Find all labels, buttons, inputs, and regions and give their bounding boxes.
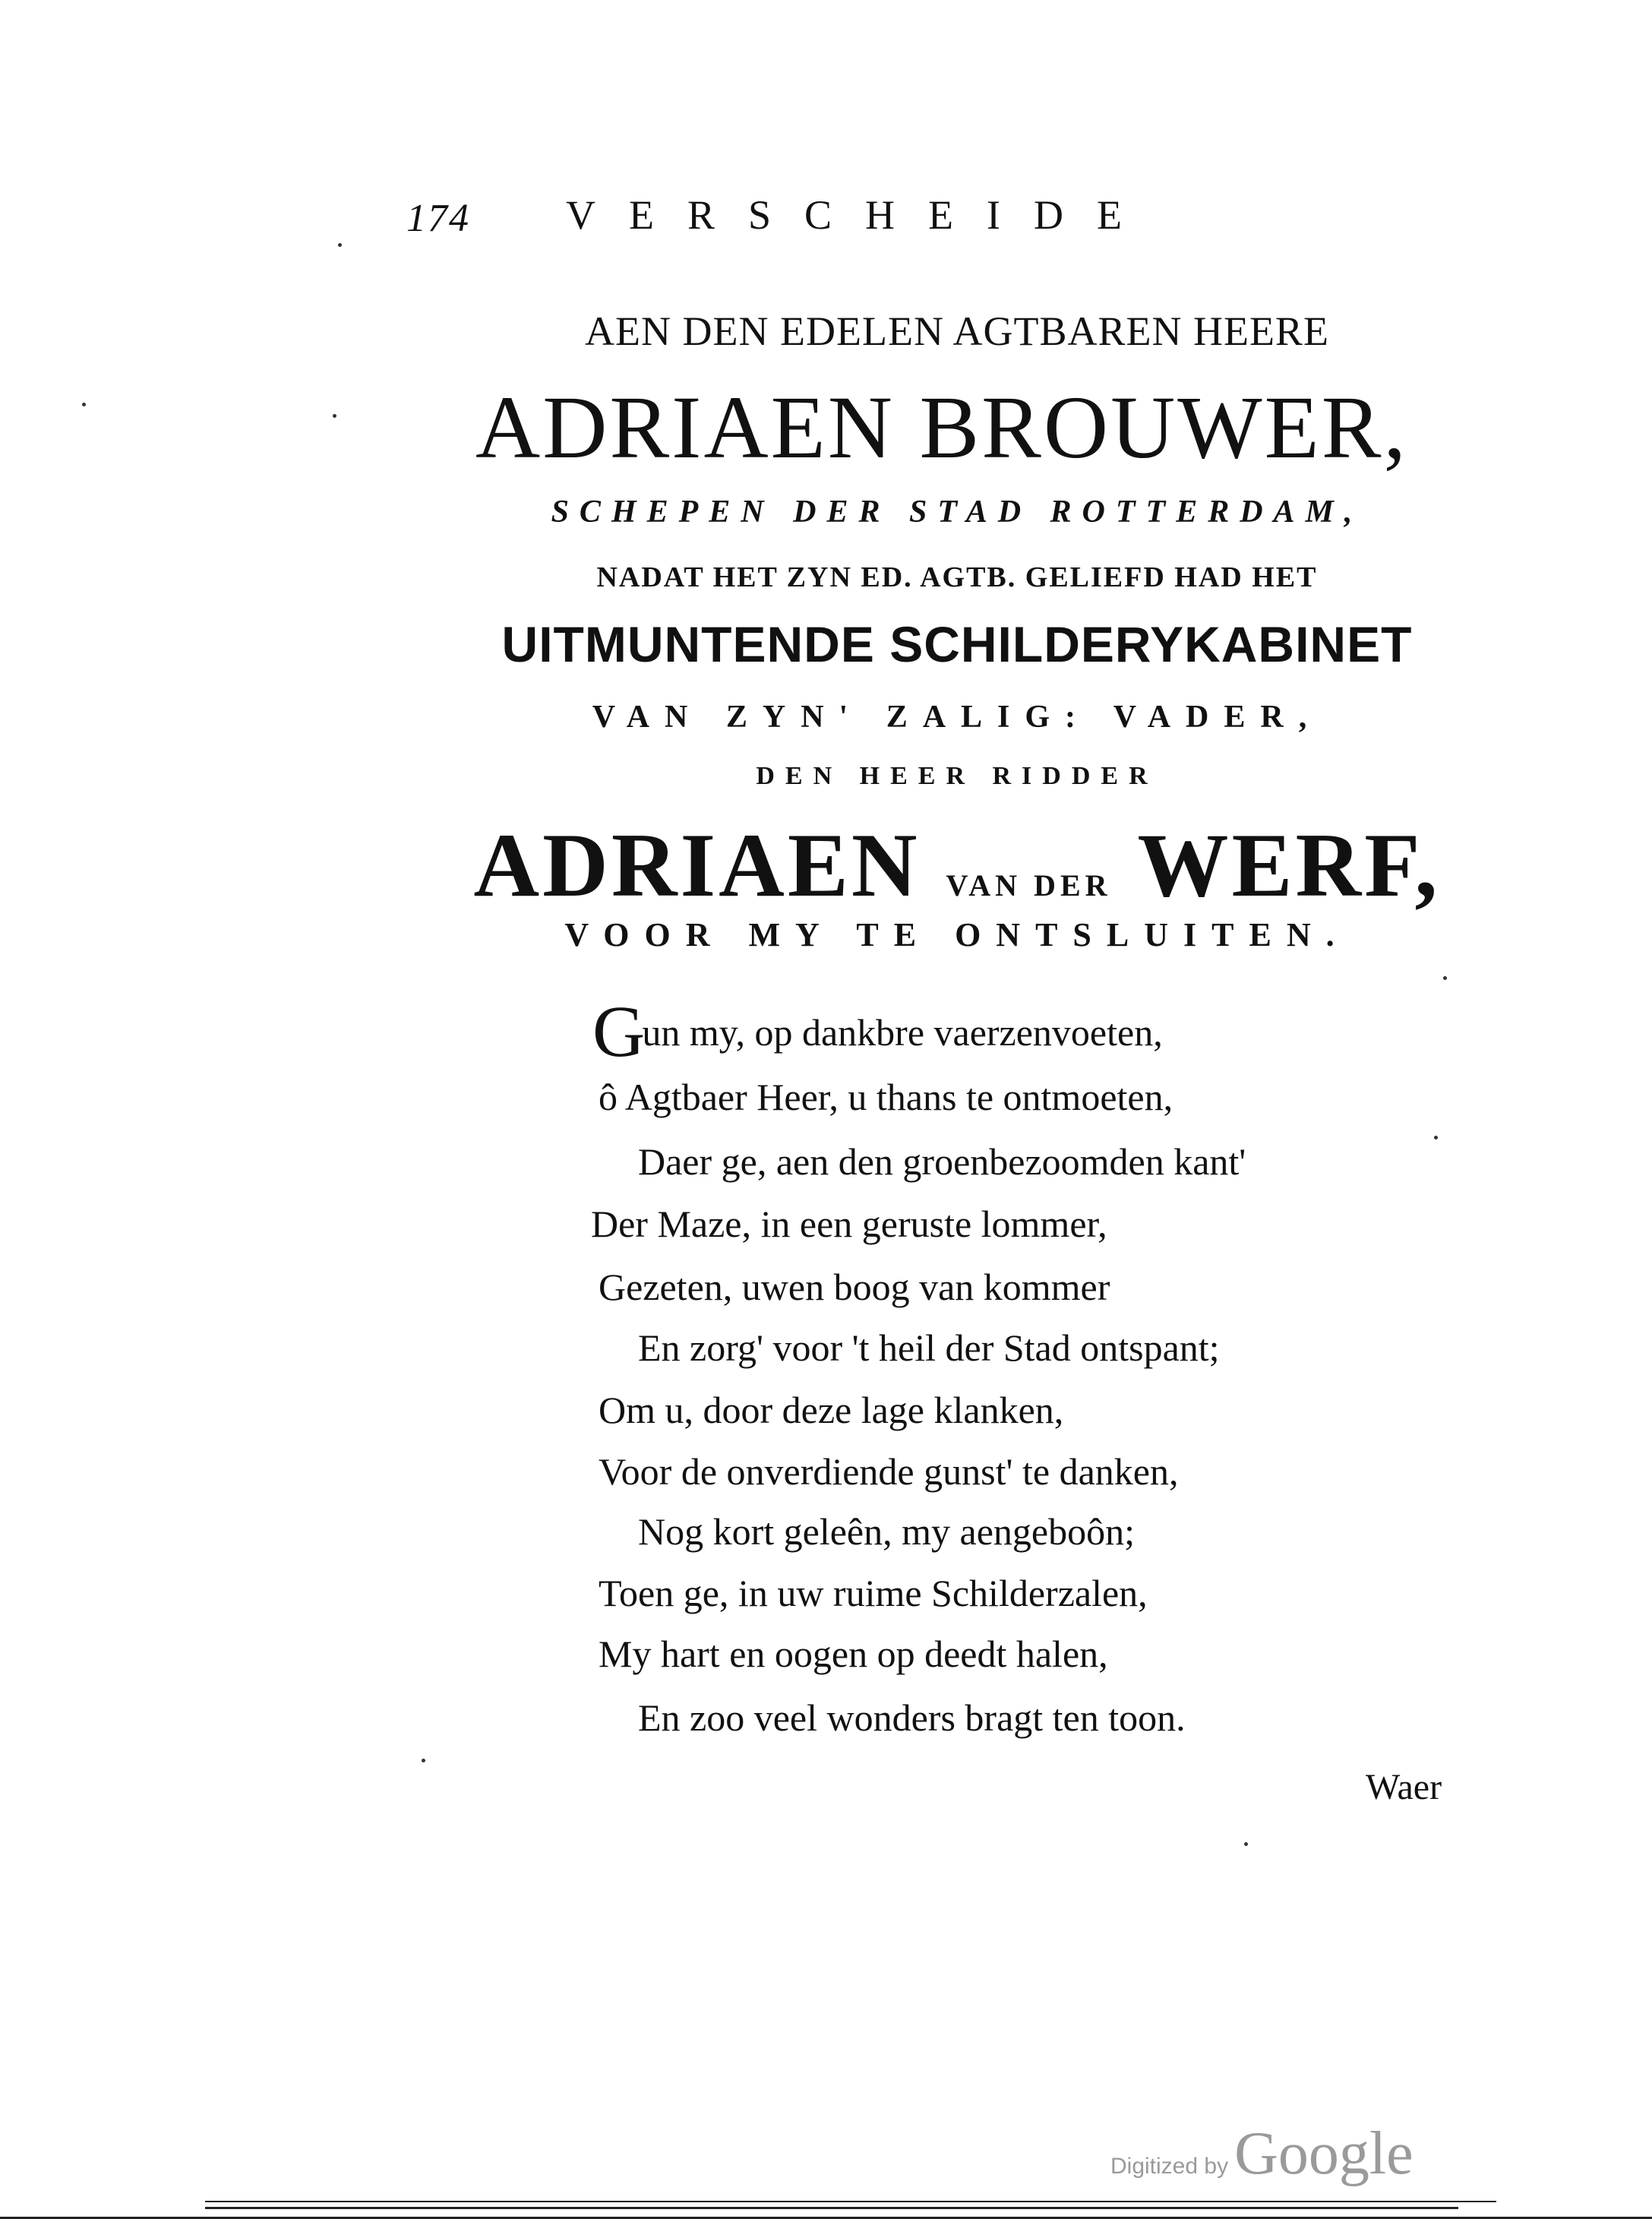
scan-speck <box>333 414 336 418</box>
poem-line: Daer ge, aen den groenbezoomden kant' <box>638 1140 1246 1183</box>
scan-speck <box>82 403 86 406</box>
painter-name <box>395 813 1519 918</box>
poem-line: Om u, door deze lage klanken, <box>599 1389 1064 1431</box>
catchword: Waer <box>1366 1767 1442 1807</box>
closing-title-line: VOOR MY TE ONTSLUITEN. <box>564 916 1350 953</box>
poem-line: Der Maze, in een geruste lommer, <box>591 1203 1107 1245</box>
occasion-line: NADAT HET ZYN ED. AGTB. GELIEFD HAD HET <box>596 561 1318 593</box>
ridder-line: DEN HEER RIDDER <box>756 762 1158 790</box>
scan-edge-line <box>205 2201 1496 2202</box>
drop-cap: G <box>592 991 646 1072</box>
poem-line: En zorg' voor 't heil der Stad ontspant; <box>638 1326 1220 1369</box>
digitization-watermark <box>1110 2119 1414 2189</box>
scan-speck <box>1443 976 1447 980</box>
scan-speck <box>1244 1842 1248 1846</box>
dedicatee-office: SCHEPEN DER STAD ROTTERDAM, <box>551 495 1363 529</box>
poem-line: Voor de onverdiende gunst' te danken, <box>599 1450 1179 1493</box>
poem-line: En zoo veel wonders bragt ten toon. <box>638 1696 1186 1739</box>
scan-speck <box>422 1759 425 1762</box>
page-number: 174 <box>406 197 470 240</box>
painter-particle: VAN DER <box>946 868 1112 902</box>
poem-first-line-rest: un my, op dankbre vaerzenvoeten, <box>642 1011 1163 1054</box>
painter-surname: WERF, <box>1137 814 1441 915</box>
dedicatee-name: ADRIAEN BROUWER, <box>475 378 1408 477</box>
scan-speck <box>338 243 342 247</box>
scan-speck <box>1434 1136 1438 1140</box>
watermark-brand: Google <box>1234 2120 1414 2187</box>
poem-line: My hart en oogen op deedt halen, <box>599 1633 1108 1675</box>
poem-line: ô Agtbaer Heer, u thans te ontmoeten, <box>599 1076 1173 1118</box>
poem-line: Toen ge, in uw ruime Schilderzalen, <box>599 1572 1148 1614</box>
painter-first-name: ADRIAEN <box>473 814 921 915</box>
watermark-prefix: Digitized by <box>1110 2154 1229 2179</box>
father-line: VAN ZYN' ZALIG: VADER, <box>592 700 1322 735</box>
cabinet-line: UITMUNTENDE SCHILDERYKABINET <box>501 616 1413 672</box>
dedication-line: AEN DEN EDELEN AGTBAREN HEERE <box>585 308 1329 354</box>
poem-line: Nog kort geleên, my aengeboôn; <box>638 1510 1135 1553</box>
scan-edge-line <box>205 2207 1458 2209</box>
running-head: VERSCHEIDE <box>566 192 1155 238</box>
poem-line: Gezeten, uwen boog van kommer <box>599 1266 1110 1308</box>
poem-line <box>592 991 1163 1072</box>
